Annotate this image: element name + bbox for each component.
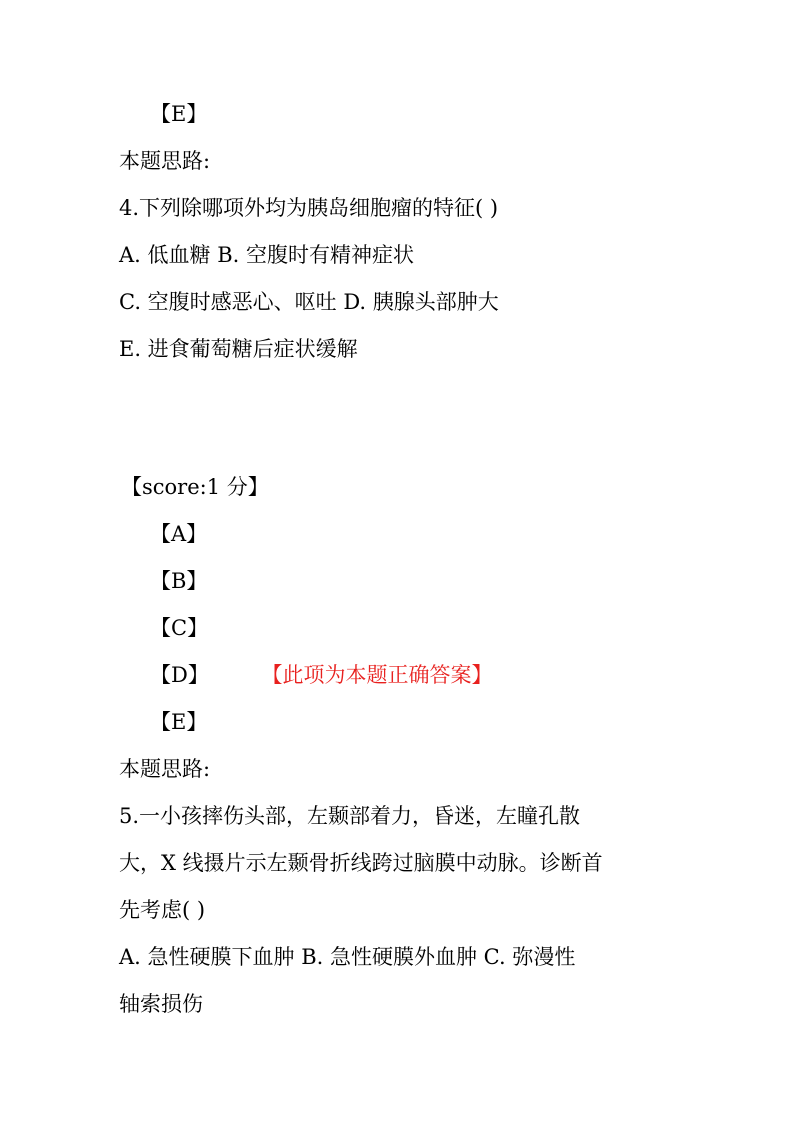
q5-question-line-1: 5.一小孩摔伤头部，左颞部着力，昏迷，左瞳孔散 <box>119 804 581 828</box>
q5-question-line-3: 先考虑( ) <box>119 898 206 922</box>
option-label: 【D】 <box>150 663 209 687</box>
q5-question-line-2: 大，X 线摄片示左颞骨折线跨过脑膜中动脉。诊断首 <box>119 851 603 875</box>
q4-question: 4.下列除哪项外均为胰岛细胞瘤的特征( ) <box>119 196 499 220</box>
option-label: 【C】 <box>150 616 209 640</box>
q3-option-e: 【E】 <box>150 102 208 126</box>
option-label: 【A】 <box>150 522 208 546</box>
q4-choices-line-3: E. 进食葡萄糖后症状缓解 <box>119 337 358 361</box>
q5-choices-line-1: A. 急性硬膜下血肿 B. 急性硬膜外血肿 C. 弥漫性 <box>119 945 576 969</box>
q4-option-c <box>150 613 208 643</box>
q4-explanation-label: 本题思路: <box>119 757 211 781</box>
q4-option-a <box>150 519 207 549</box>
option-label: 【E】 <box>150 710 208 734</box>
correct-answer-mark: 【此项为本题正确答案】 <box>261 663 493 687</box>
q4-choices-line-2: C. 空腹时感恶心、呕吐 D. 胰腺头部肿大 <box>119 290 499 314</box>
q4-option-d <box>150 660 493 690</box>
q4-score: 【score:1 分】 <box>121 475 269 499</box>
q4-option-e <box>150 707 207 737</box>
q4-option-b <box>150 566 207 596</box>
q5-choices-line-2: 轴索损伤 <box>119 992 203 1016</box>
q4-choices-line-1: A. 低血糖 B. 空腹时有精神症状 <box>119 243 414 267</box>
option-label: 【B】 <box>150 569 208 593</box>
q3-explanation-label: 本题思路: <box>119 149 211 173</box>
